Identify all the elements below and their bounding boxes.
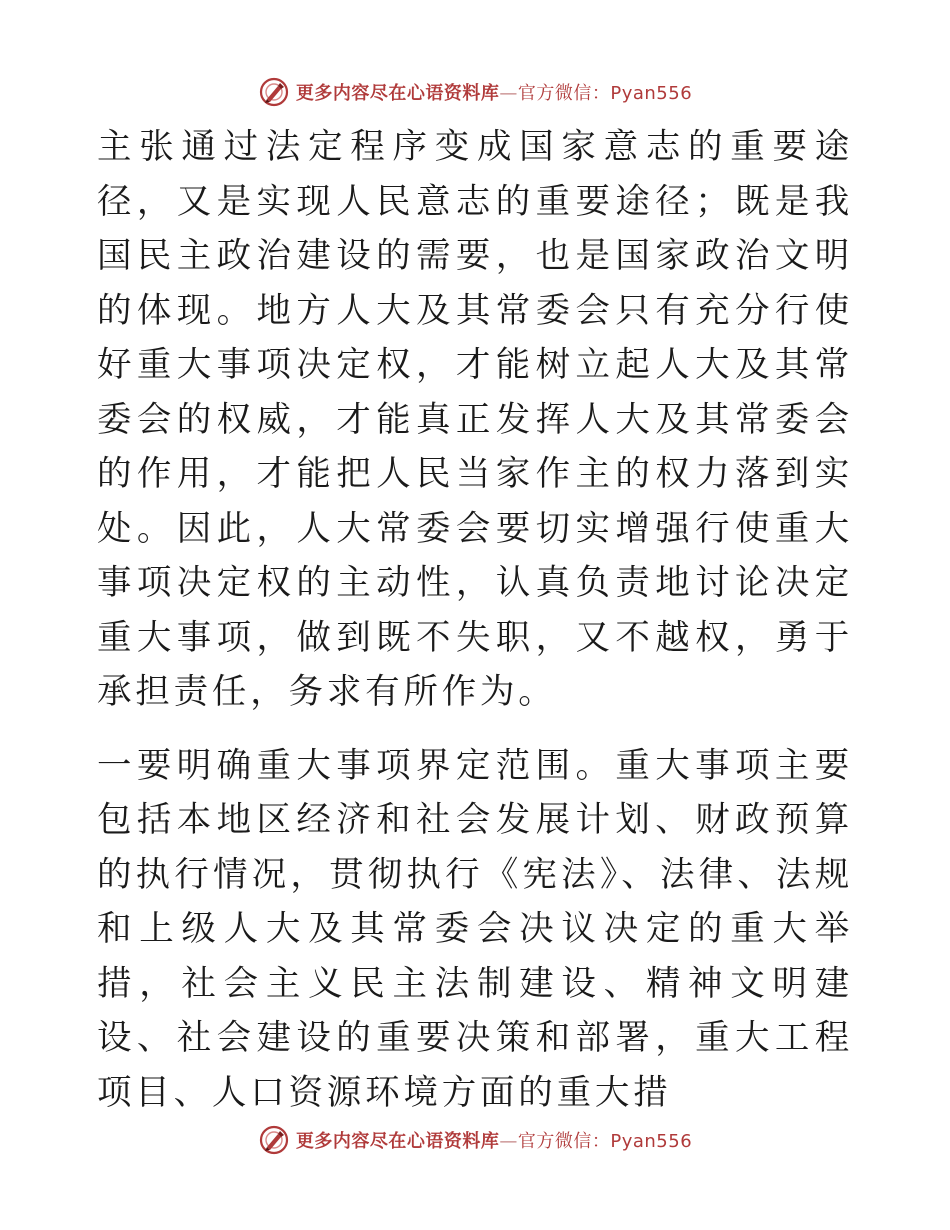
paragraph: 主张通过法定程序变成国家意志的重要途径，又是实现人民意志的重要途径；既是我国民主政治建设的需要，也是国家政治文明的体现。地方人大及其常委会只有充分行使好重大事项决定权，才能树立起人大及其常委会的权威，才能真正发挥人大及其常委会的作用，才能把人民当家作主的权力落到实处。因此，人大常委会要切实增强行使重大事项决定权的主动性，认真负责地讨论决定重大事项，做到既不失职，又不越权，勇于承担责任，务求有所作为。 — [97, 127, 853, 712]
header-watermark — [0, 72, 950, 112]
pen-logo-icon — [258, 76, 290, 108]
watermark-wechat-label: 官方微信： — [517, 83, 611, 104]
watermark-wechat-id: Pyan556 — [610, 83, 693, 104]
watermark-wechat-id: Pyan556 — [610, 1131, 693, 1152]
watermark-separator: — — [499, 1131, 518, 1152]
watermark-title: 更多内容尽在心语资料库 — [295, 83, 500, 104]
watermark-title: 更多内容尽在心语资料库 — [295, 1131, 500, 1152]
watermark-text — [296, 1127, 692, 1153]
watermark-separator: — — [499, 83, 518, 104]
watermark-text — [296, 79, 692, 105]
paragraph: 一要明确重大事项界定范围。重大事项主要包括本地区经济和社会发展计划、财政预算的执行情况，贯彻执行《宪法》、法律、法规和上级人大及其常委会决议决定的重大举措，社会主义民主法制建设、精神文明建设、社会建设的重要决策和部署，重大工程项目、人口资源环境方面的重大措 — [97, 745, 853, 1113]
pen-logo-icon — [258, 1124, 290, 1156]
document-body — [97, 120, 853, 1120]
watermark-wechat-label: 官方微信： — [517, 1131, 611, 1152]
footer-watermark — [0, 1120, 950, 1160]
